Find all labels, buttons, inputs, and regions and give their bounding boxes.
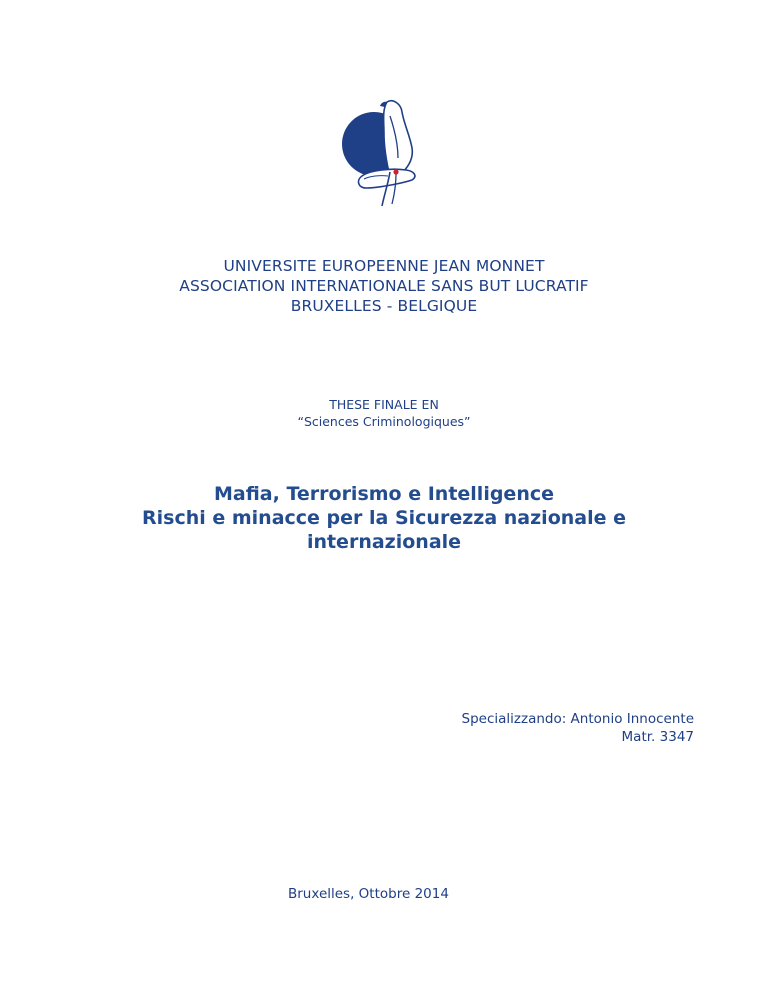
place-date: Bruxelles, Ottobre 2014 bbox=[288, 886, 449, 902]
title-line-3: internazionale bbox=[306, 531, 462, 553]
title-line-2: Rischi e minacce per la Sicurezza nazionale e bbox=[142, 507, 626, 529]
institution-header bbox=[0, 256, 768, 316]
institution-location: BRUXELLES - BELGIQUE bbox=[290, 297, 478, 315]
title-line-1: Mafia, Terrorismo e Intelligence bbox=[213, 483, 554, 505]
author-block bbox=[462, 710, 695, 746]
thesis-field: “Sciences Criminologiques” bbox=[297, 414, 471, 429]
author-matricola: Matr. 3347 bbox=[621, 729, 694, 745]
thesis-type bbox=[0, 396, 768, 430]
thesis-type-label: THESE FINALE EN bbox=[329, 397, 439, 412]
author-name: Specializzando: Antonio Innocente bbox=[461, 711, 694, 727]
institution-name: UNIVERSITE EUROPEENNE JEAN MONNET bbox=[223, 257, 545, 275]
institution-type: ASSOCIATION INTERNATIONALE SANS BUT LUCRATIF bbox=[179, 277, 589, 295]
thesis-title bbox=[0, 482, 768, 554]
university-emblem-icon bbox=[340, 96, 430, 208]
